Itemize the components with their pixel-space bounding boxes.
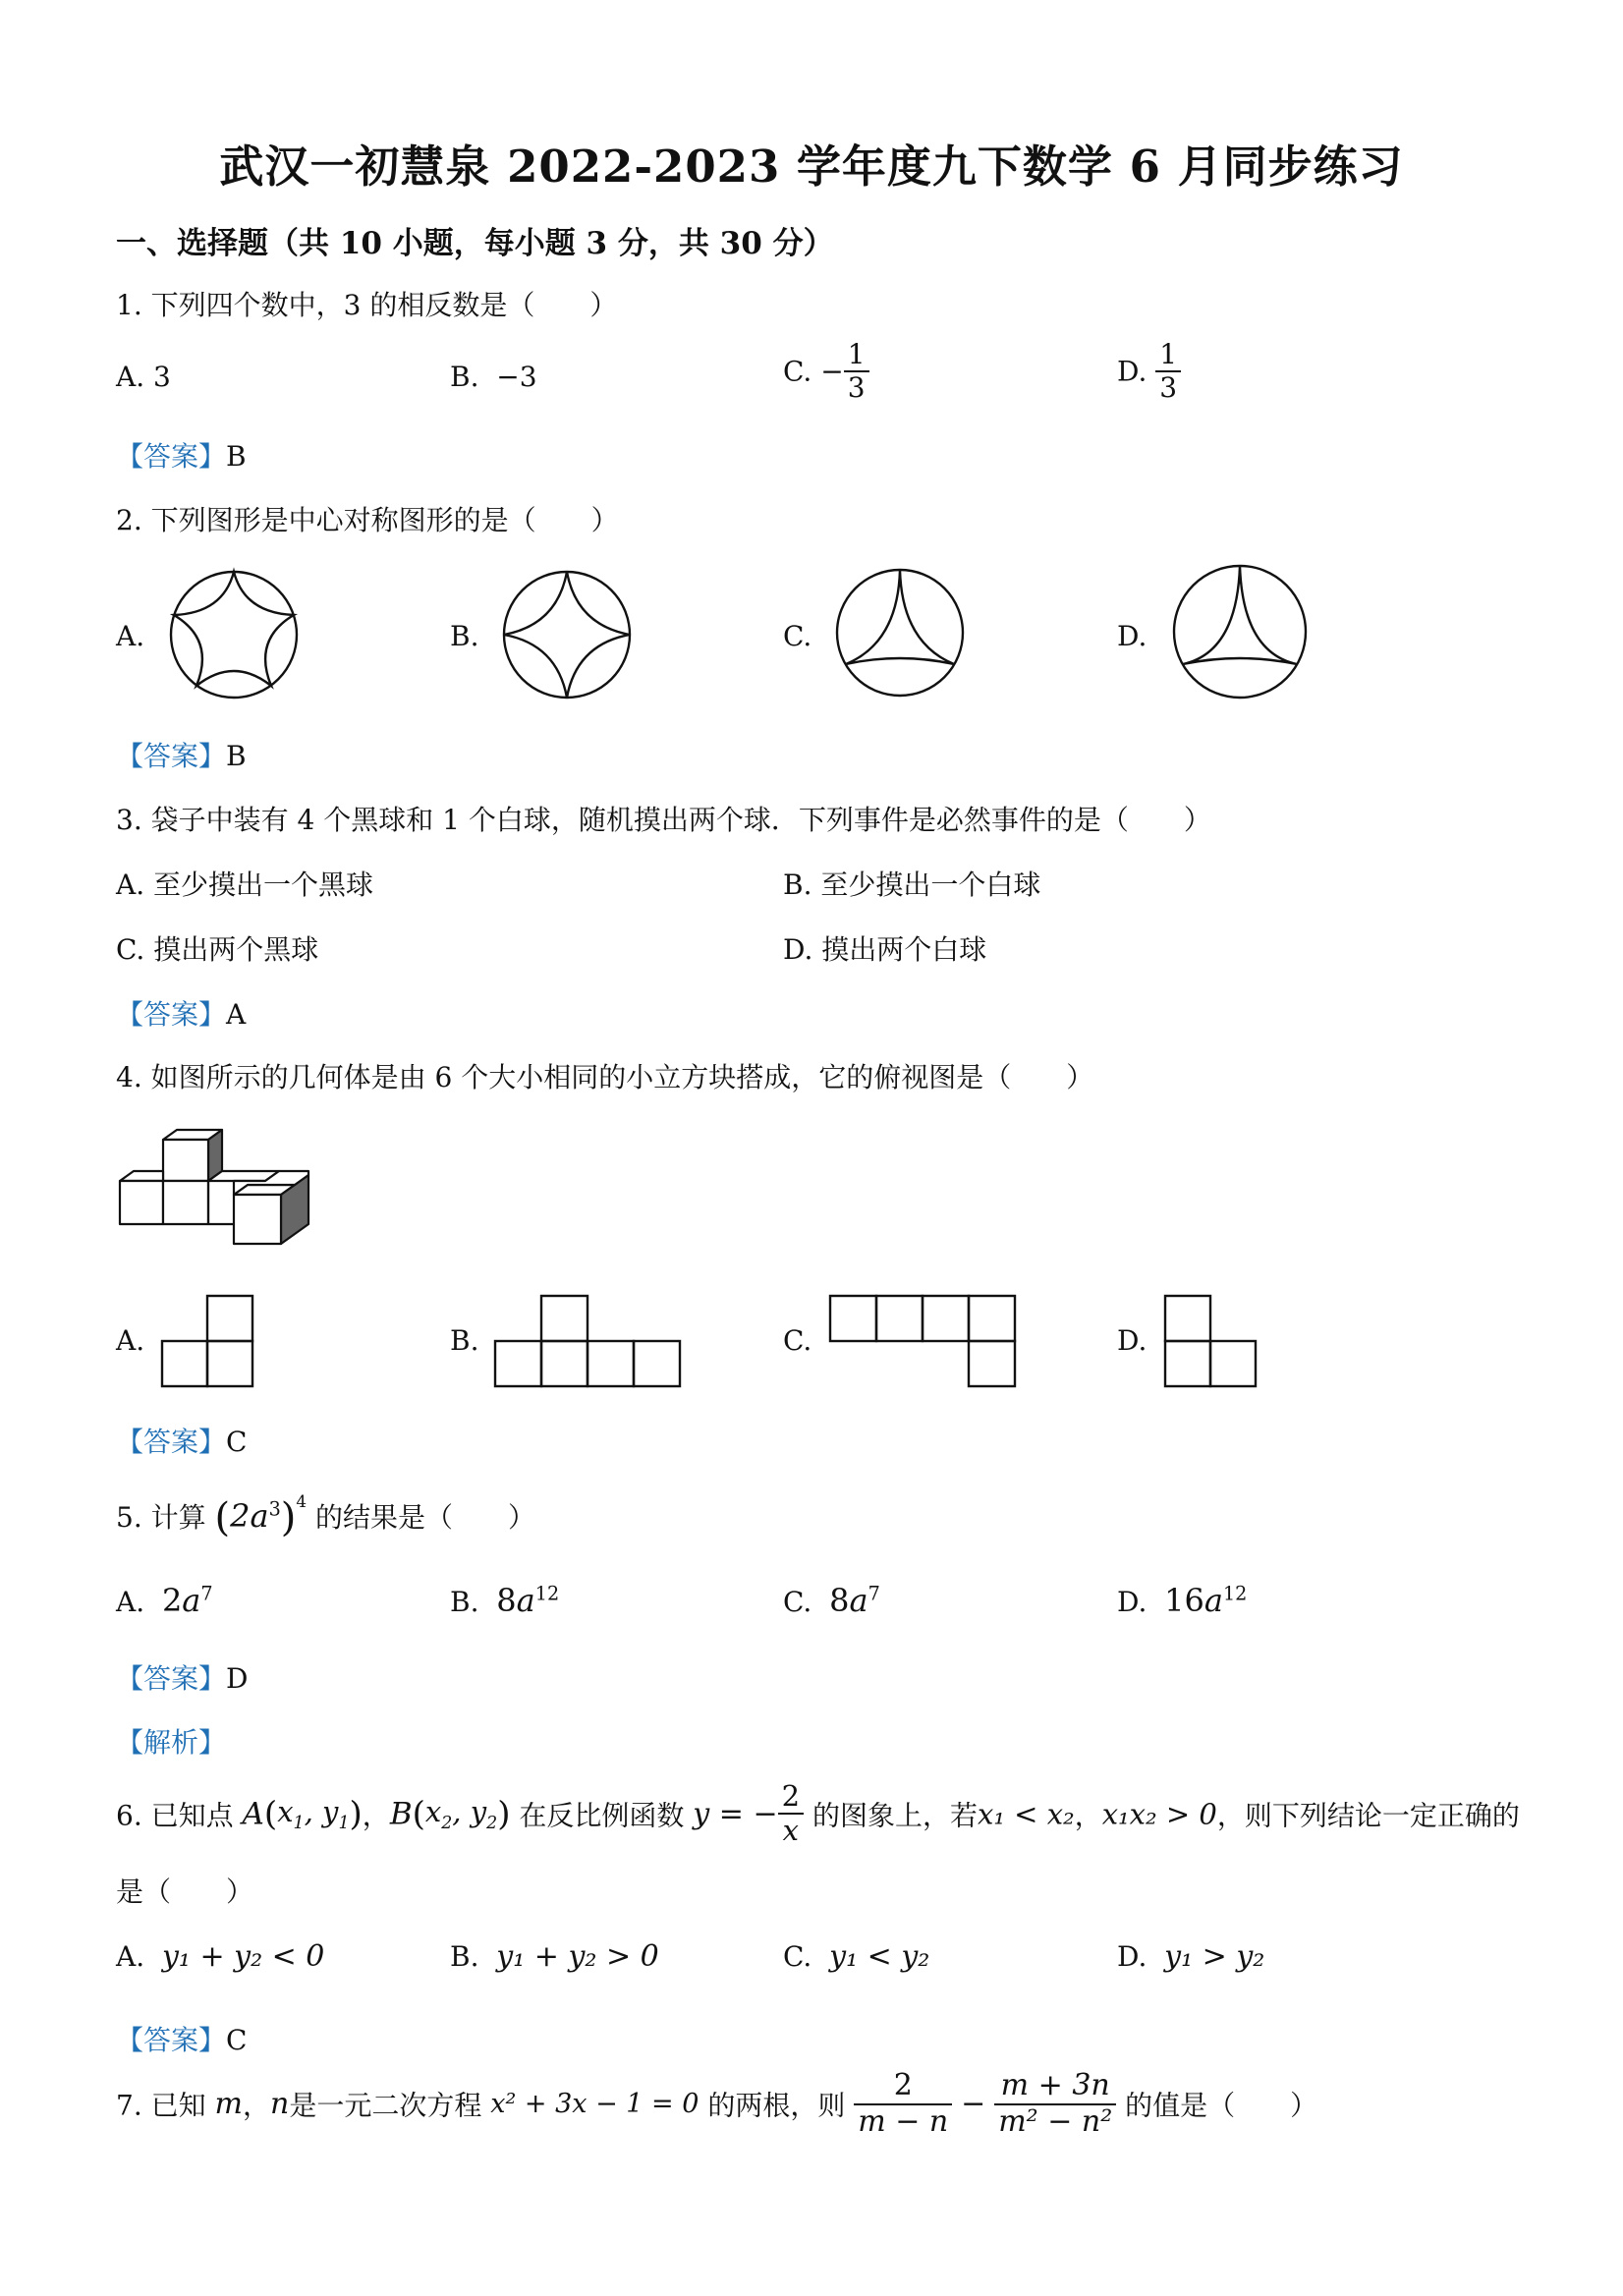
question-5-option-c: C. $8a^7$ xyxy=(783,1582,880,1619)
question-5-option-b: B. $8a^{12}$ xyxy=(450,1582,560,1619)
question-1-option-a: A. 3 xyxy=(116,361,171,393)
section-heading: 一、选择题（共 10 小题，每小题 3 分，共 30 分） xyxy=(116,226,834,261)
top-view-option-a xyxy=(160,1294,254,1388)
question-6-option-b: B. y₁ + y₂ > 0 xyxy=(450,1939,659,1974)
question-3-option-c: C. 摸出两个黑球 xyxy=(116,933,319,966)
question-6-option-a: A. y₁ + y₂ < 0 xyxy=(116,1939,325,1974)
question-4-option-b-label: B. xyxy=(450,1324,479,1357)
question-3-option-a: A. 至少摸出一个黑球 xyxy=(116,868,374,901)
question-4-answer: 【答案】C xyxy=(116,1426,248,1458)
question-6-answer: 【答案】C xyxy=(116,2024,248,2056)
question-2-option-c-label: C. xyxy=(783,620,812,652)
question-7-stem: 7. 已知 m，n是一元二次方程 x² + 3x − 1 = 0 的两根，则 $\frac{2}{m - n}$ − $\frac{m + 3n}{\text{m² − n²}}$ 的值是（ ） xyxy=(116,2068,1318,2139)
question-3-option-b: B. 至少摸出一个白球 xyxy=(783,868,1041,901)
circle-three-arc-figure-d xyxy=(1170,562,1310,701)
question-4-option-d-label: D. xyxy=(1117,1324,1147,1357)
question-5-stem: 5. 计算 $(2a^3)^4$ 的结果是（ ） xyxy=(116,1490,536,1540)
top-view-option-d xyxy=(1163,1294,1258,1388)
question-1-option-d: D. $\frac{1}{3}$ xyxy=(1117,339,1181,404)
circle-five-arc-figure xyxy=(167,568,301,701)
question-5-analysis: 【解析】 xyxy=(116,1726,227,1759)
question-1-option-b: B. −3 xyxy=(450,361,537,393)
top-view-option-b xyxy=(493,1294,682,1388)
circle-four-arc-figure xyxy=(500,568,634,701)
question-3-option-d: D. 摸出两个白球 xyxy=(783,933,987,966)
circle-three-arc-figure-c xyxy=(833,566,967,700)
question-1-answer: 【答案】B xyxy=(116,440,247,473)
top-view-option-c xyxy=(828,1294,1017,1388)
question-2-option-b-label: B. xyxy=(450,620,479,652)
question-5-option-d: D. $16a^{12}$ xyxy=(1117,1582,1248,1619)
question-4-option-a-label: A. xyxy=(116,1324,145,1357)
question-6-option-c: C. y₁ < y₂ xyxy=(783,1939,930,1974)
question-1-option-c: C. − $\frac{1}{3}$ xyxy=(783,339,869,404)
question-2-option-a-label: A. xyxy=(116,620,145,652)
cube-stack-figure xyxy=(116,1126,317,1254)
question-2-stem: 2. 下列图形是中心对称图形的是（ ） xyxy=(116,504,619,536)
question-4-stem: 4. 如图所示的几何体是由 6 个大小相同的小立方块搭成，它的俯视图是（ ） xyxy=(116,1061,1094,1093)
question-5-option-a: A. $2a^7$ xyxy=(116,1582,213,1619)
question-3-stem: 3. 袋子中装有 4 个黑球和 1 个白球，随机摸出两个球．下列事件是必然事件的是（ ） xyxy=(116,804,1211,836)
question-5-answer: 【答案】D xyxy=(116,1662,249,1695)
question-6-stem-line2: 是（ ） xyxy=(116,1876,254,1908)
page-title: 武汉一初慧泉 2022-2023 学年度九下数学 6 月同步练习 xyxy=(219,140,1404,193)
question-3-answer: 【答案】A xyxy=(116,998,247,1031)
question-6-stem: 6. 已知点 $A(x_1$, $y_1$)，$B(x_2$, $y_2$) 在反比例函数 y = − $\frac{2}{x}$ 的图象上，若x₁ < x₂，x₁x₂ > 0，则下列结论一定正确的 xyxy=(116,1779,1520,1848)
question-2-option-d-label: D. xyxy=(1117,620,1147,652)
question-4-option-c-label: C. xyxy=(783,1324,812,1357)
question-2-answer: 【答案】B xyxy=(116,740,247,772)
question-1-stem: 1. 下列四个数中，3 的相反数是（ ） xyxy=(116,289,618,321)
question-6-option-d: D. y₁ > y₂ xyxy=(1117,1939,1265,1974)
